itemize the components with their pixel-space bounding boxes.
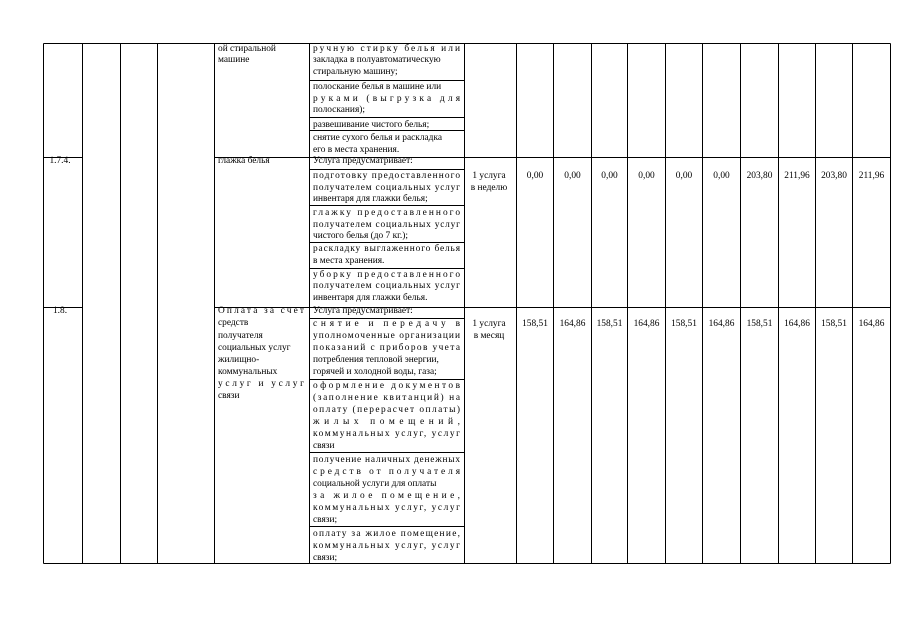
description-line: глажку предоставленного: [313, 208, 460, 218]
description-line: полоскание белья в машине или: [313, 82, 442, 92]
service-name-line: услуг и услуг: [218, 379, 304, 389]
service-name-line: Оплата за счет: [218, 306, 304, 316]
description-line: оплату за жилое помещение,: [313, 529, 460, 539]
description-line: его в места хранения.: [313, 145, 400, 155]
frequency-line: 1 услуга: [472, 319, 506, 329]
description-line: показаний с приборов учета: [313, 343, 460, 353]
service-name-line: связи: [218, 391, 240, 401]
description-line: (заполнение квитанций) на: [313, 393, 460, 403]
service-name-line: ой стиральной: [218, 44, 276, 54]
service-name-line: получателя: [218, 331, 263, 341]
description-line: получение наличных денежных: [313, 455, 460, 465]
description-line: оплату (перерасчет оплаты): [313, 405, 460, 415]
tariff-value: 0,00: [564, 171, 581, 181]
table-row: [49, 155, 507, 303]
tariff-value: 211,96: [858, 171, 885, 181]
tariff-value: 158,51: [821, 319, 847, 329]
tariff-value: 0,00: [526, 171, 544, 181]
description-line: руками (выгрузка для: [313, 94, 460, 104]
description-line: снятие и передачу в: [313, 319, 460, 329]
tariff-value: 0,00: [638, 171, 655, 181]
row-number: 1.8.: [52, 306, 68, 316]
tariff-value: 164,86: [858, 319, 885, 329]
description-line: ручную стирку белья или: [313, 44, 460, 54]
service-name-line: жилищно-: [218, 355, 260, 365]
description-line: подготовку предоставленного: [313, 171, 460, 181]
description-line: полоскания);: [313, 105, 365, 115]
tariff-values-row: [527, 171, 885, 181]
description-line: коммунальных услуг, услуг: [313, 503, 460, 513]
description-line: инвентаря для глажки белья;: [313, 194, 428, 204]
service-name-line: коммунальных: [218, 367, 278, 377]
tariff-value: 158,51: [671, 319, 697, 329]
description-header: Услуга предусматривает:: [313, 306, 413, 316]
tariff-values-row: [522, 319, 885, 329]
service-name-line: глажка белья: [218, 156, 270, 166]
tariff-value: 164,86: [633, 319, 660, 329]
description-line: связи;: [313, 553, 338, 563]
service-name-line: машине: [218, 55, 250, 65]
tariff-value: 164,86: [708, 319, 735, 329]
description-line: горячей и холодной воды, газа;: [313, 367, 437, 377]
tariff-value: 211,96: [784, 171, 810, 181]
description-line: снятие сухого белья и раскладка: [313, 133, 443, 143]
tariff-value: 164,86: [784, 319, 810, 329]
description-line: инвентаря для глажки белья.: [313, 293, 428, 303]
description-line: средств от получателя: [313, 467, 460, 477]
frequency-line: в неделю: [470, 183, 508, 193]
description-line: раскладку выглаженного белья: [313, 244, 460, 254]
tariff-value: 203,80: [746, 171, 773, 181]
description-line: в места хранения.: [313, 256, 385, 266]
description-line: стиральную машину;: [313, 67, 398, 77]
tariff-value: 203,80: [821, 171, 847, 181]
description-line: получателем социальных услуг: [313, 220, 460, 230]
description-line: коммунальных услуг, услуг: [313, 541, 460, 551]
frequency-line: 1 услуга: [472, 171, 506, 181]
table-grid: [44, 44, 891, 564]
tariff-value: 158,51: [596, 319, 623, 329]
frequency-line: в месяц: [473, 331, 505, 341]
row-number: 1.7.4.: [49, 156, 71, 166]
tariff-value: 0,00: [601, 171, 618, 181]
tariff-value: 158,51: [746, 319, 773, 329]
description-line: уборку предоставленного: [313, 270, 460, 280]
description-line: жилых помещений,: [313, 417, 460, 427]
tariff-value: 164,86: [559, 319, 586, 329]
description-line: потребления тепловой энергии,: [313, 355, 439, 365]
service-name-line: социальных услуг: [218, 343, 291, 353]
tariff-value: 158,51: [522, 319, 548, 329]
description-line: чистого белья (до 7 кг.);: [313, 231, 408, 241]
description-line: оформление документов: [313, 381, 460, 391]
table-row: [218, 43, 461, 155]
description-line: получателем социальных услуг: [313, 281, 460, 291]
service-name-line: средств: [218, 318, 249, 328]
description-header: Услуга предусматривает:: [313, 156, 413, 166]
description-line: коммунальных услуг, услуг: [313, 429, 460, 439]
description-line: социальной услуги для оплаты: [313, 479, 437, 489]
description-line: развешивание чистого белья;: [313, 120, 430, 130]
description-line: за жилое помещение,: [313, 491, 460, 501]
description-line: связи: [313, 441, 335, 451]
tariff-value: 0,00: [713, 171, 730, 181]
description-line: связи;: [313, 515, 338, 525]
description-line: получателем социальных услуг: [313, 183, 460, 193]
tariff-value: 0,00: [675, 171, 693, 181]
description-line: закладка в полуавтоматическую: [313, 55, 441, 65]
description-line: уполномоченные организации: [313, 331, 460, 341]
